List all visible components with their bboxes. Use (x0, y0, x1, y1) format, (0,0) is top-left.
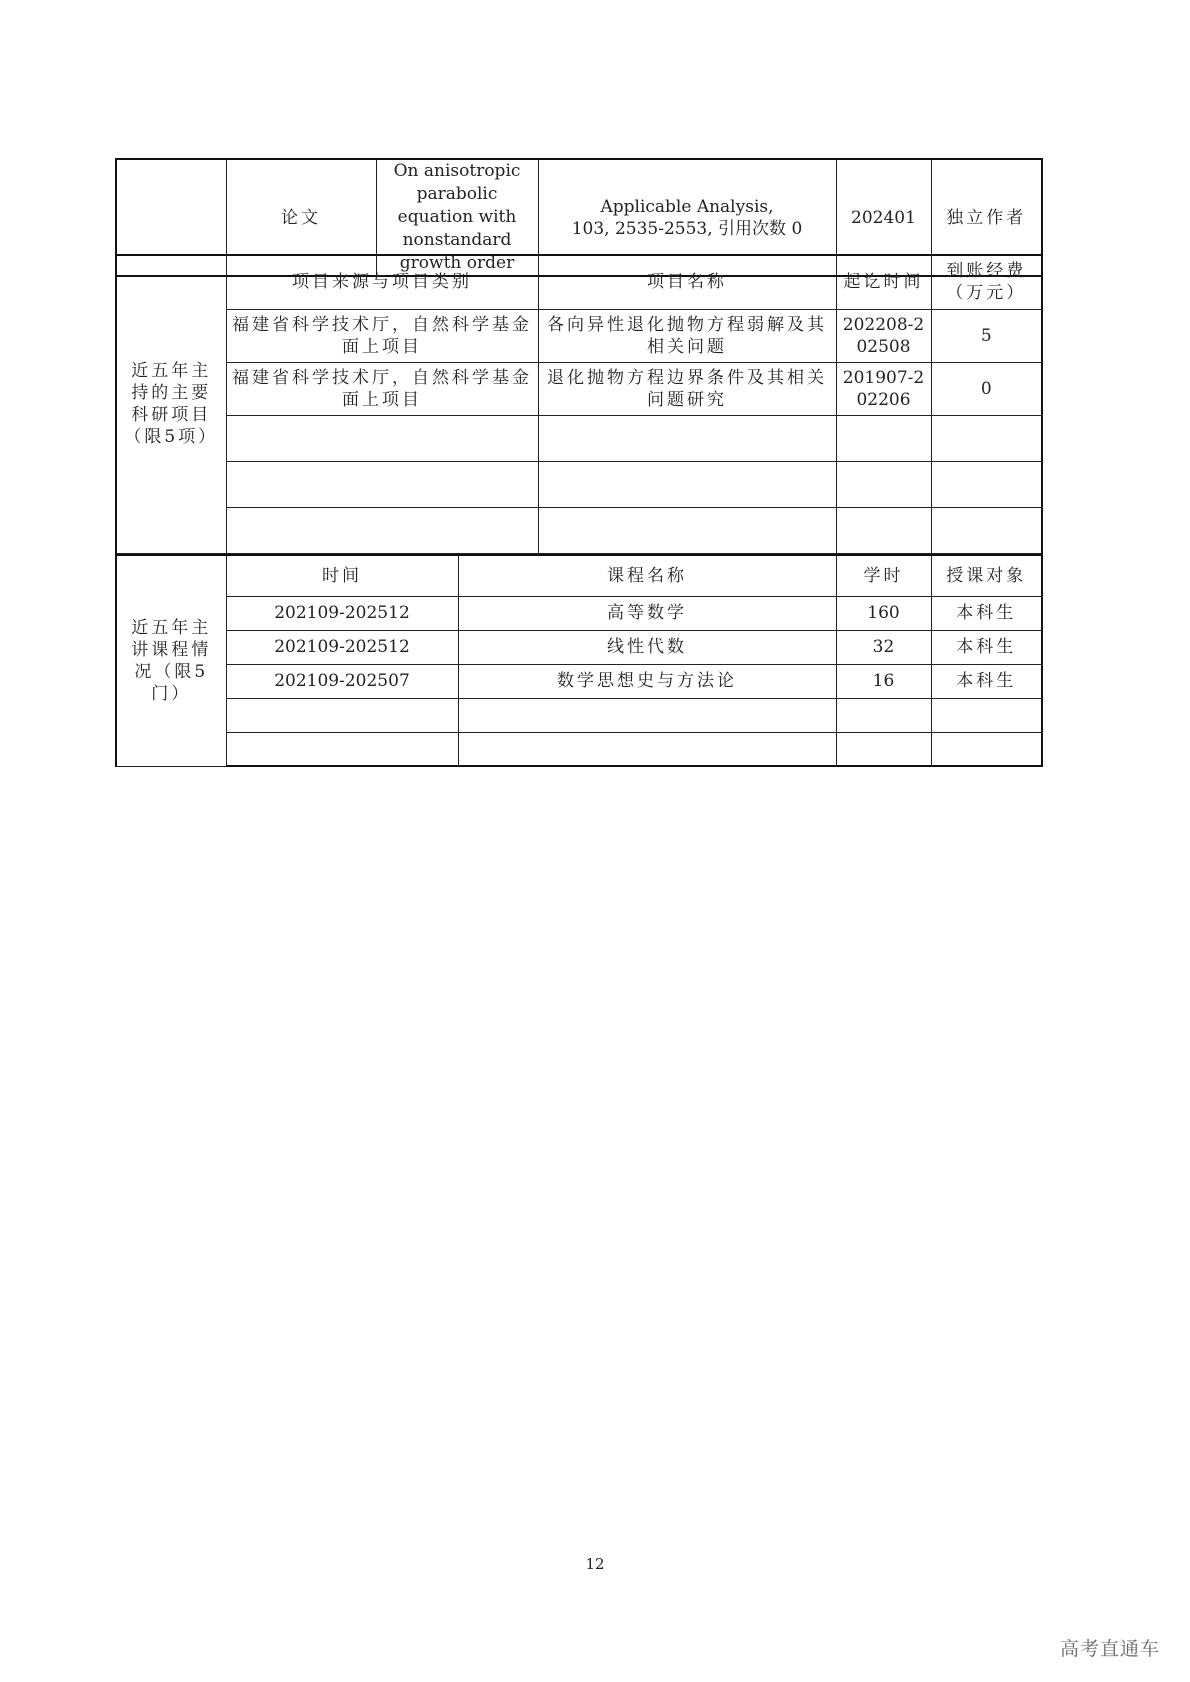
course-time: 202109-202512 (226, 630, 458, 664)
course-audience: 本科生 (931, 664, 1042, 698)
projects-table (115, 254, 1043, 554)
project-row (116, 309, 1042, 362)
empty-row (116, 461, 1042, 507)
project-source: 福建省科学技术厅，自然科学基金面上项目 (226, 309, 538, 362)
paper-title: On anisotropic parabolic equation with nonstandard growth order (376, 159, 538, 276)
course-time: 202109-202512 (226, 596, 458, 630)
header-project-source: 项目来源与项目类别 (226, 255, 538, 309)
course-audience: 本科生 (931, 630, 1042, 664)
project-period: 202208-202508 (836, 309, 931, 362)
empty-row (116, 732, 1042, 766)
course-audience: 本科生 (931, 596, 1042, 630)
projects-section-label: 近五年主持的主要科研项目（限5项） (116, 255, 226, 553)
page-number: 12 (585, 1555, 605, 1573)
header-hours: 学时 (836, 555, 931, 596)
course-name: 数学思想史与方法论 (458, 664, 836, 698)
journal-line-1: Applicable Analysis, (600, 196, 774, 217)
project-row (116, 362, 1042, 415)
course-hours: 16 (836, 664, 931, 698)
paper-role: 独立作者 (931, 159, 1042, 276)
course-row (116, 664, 1042, 698)
empty-row (116, 507, 1042, 553)
project-source: 福建省科学技术厅，自然科学基金面上项目 (226, 362, 538, 415)
project-name: 各向异性退化抛物方程弱解及其相关问题 (538, 309, 836, 362)
header-funding: 到账经费（万元） (931, 255, 1042, 309)
header-period: 起讫时间 (836, 255, 931, 309)
header-audience: 授课对象 (931, 555, 1042, 596)
empty-row (116, 698, 1042, 732)
courses-table (115, 554, 1043, 767)
project-funding: 5 (931, 309, 1042, 362)
course-row (116, 630, 1042, 664)
header-course-name: 课程名称 (458, 555, 836, 596)
courses-section-label: 近五年主讲课程情况（限5门） (116, 555, 226, 766)
course-row (116, 596, 1042, 630)
header-project-name: 项目名称 (538, 255, 836, 309)
project-period: 201907-202206 (836, 362, 931, 415)
paper-type: 论文 (226, 159, 376, 276)
empty-row (116, 415, 1042, 461)
course-name: 高等数学 (458, 596, 836, 630)
project-funding: 0 (931, 362, 1042, 415)
course-name: 线性代数 (458, 630, 836, 664)
course-time: 202109-202507 (226, 664, 458, 698)
header-time: 时间 (226, 555, 458, 596)
watermark: 高考直通车 (1059, 1638, 1160, 1660)
journal-line-2: 103, 2535-2553, 引用次数 0 (571, 218, 803, 239)
project-name: 退化抛物方程边界条件及其相关问题研究 (538, 362, 836, 415)
course-hours: 160 (836, 596, 931, 630)
paper-date: 202401 (836, 159, 931, 276)
course-hours: 32 (836, 630, 931, 664)
